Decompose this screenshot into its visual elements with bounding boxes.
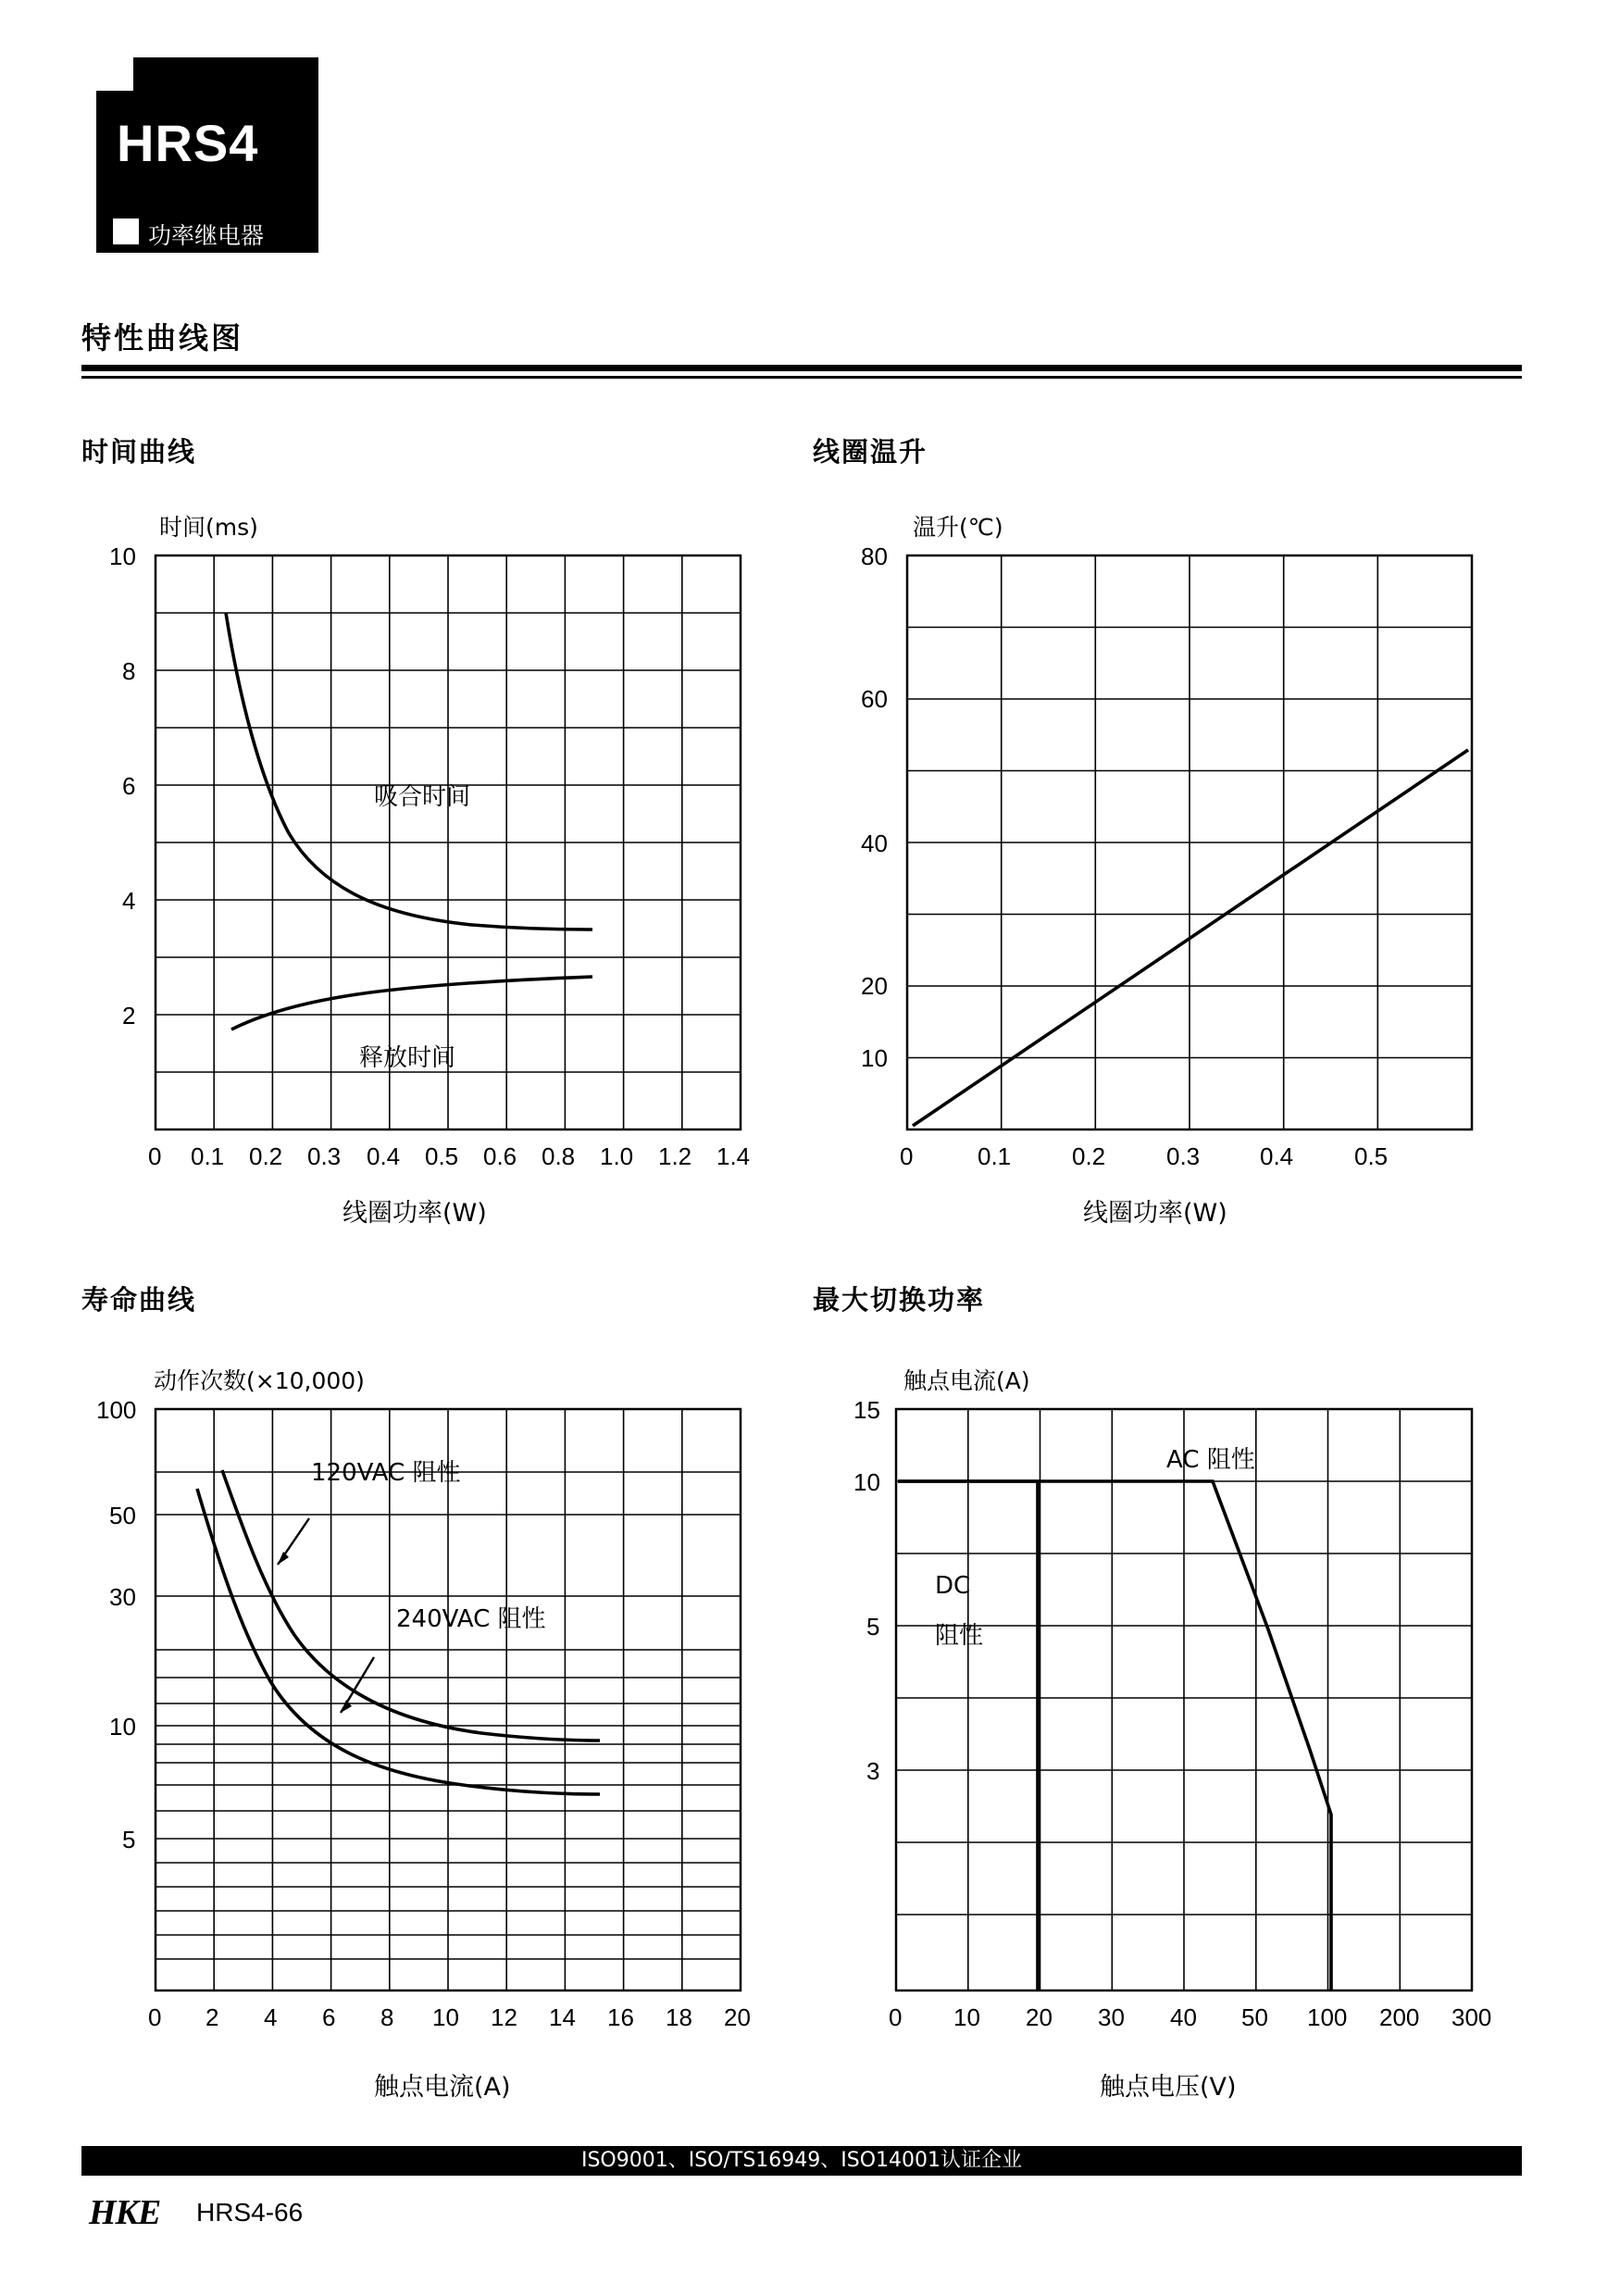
chart1-ytick-4: 4 — [122, 887, 136, 915]
chart2-xtick-0.5: 0.5 — [1354, 1142, 1389, 1170]
chart1-xtick-0.6: 0.6 — [483, 1142, 517, 1170]
chart2-ytick-10: 10 — [861, 1044, 888, 1072]
chart1-ytick-2: 2 — [122, 1002, 136, 1029]
chart3-xtick-16: 16 — [607, 2003, 634, 2031]
chart2-plot — [731, 500, 1527, 1213]
chart3-ytick-30: 30 — [109, 1583, 136, 1611]
chart2-xtick-0: 0 — [900, 1142, 914, 1170]
chart3-xtick-0: 0 — [148, 2003, 162, 2031]
chart-heading-life-curve: 寿命曲线 — [81, 1284, 197, 1316]
chart4-plot — [731, 1352, 1527, 2102]
chart-heading-coil-temp: 线圈温升 — [813, 436, 928, 468]
chart4-xtick-100: 100 — [1307, 2003, 1348, 2031]
title-rule-thick — [81, 365, 1522, 371]
chart2-y-axis-title: 温升(℃) — [913, 514, 1003, 541]
chart4-ytick-5: 5 — [866, 1613, 880, 1641]
chart2-x-axis-caption: 线圈功率(W) — [1083, 1199, 1227, 1228]
chart3-xtick-10: 10 — [432, 2003, 459, 2031]
chart-life-curve — [0, 1352, 796, 2102]
chart4-x-axis-caption: 触点电压(V) — [1100, 2073, 1237, 2102]
chart4-y-axis-title: 触点电流(A) — [903, 1367, 1030, 1394]
chart4-xtick-200: 200 — [1379, 2003, 1420, 2031]
title-rule-thin — [81, 376, 1522, 379]
chart3-x-axis-caption: 触点电流(A) — [374, 2073, 511, 2102]
chart3-xtick-20: 20 — [724, 2003, 751, 2031]
chart2-xtick-0.1: 0.1 — [978, 1142, 1012, 1170]
chart1-xtick-1.4: 1.4 — [716, 1142, 751, 1170]
chart-max-switching-power — [731, 1352, 1527, 2102]
chart2-ytick-60: 60 — [861, 685, 888, 713]
chart2-ytick-80: 80 — [861, 543, 888, 570]
chart1-xtick-0.2: 0.2 — [249, 1142, 283, 1170]
chart3-xtick-2: 2 — [206, 2003, 219, 2031]
logo-text: HRS4 — [117, 114, 259, 172]
logo-subtitle: 功率继电器 — [148, 222, 265, 249]
chart4-xtick-30: 30 — [1098, 2003, 1125, 2031]
chart2-xtick-0.3: 0.3 — [1166, 1142, 1201, 1170]
chart3-curve-label-120vac: 120VAC 阻性 — [311, 1459, 461, 1487]
chart1-xtick-0.8: 0.8 — [542, 1142, 576, 1170]
chart1-xtick-0.5: 0.5 — [425, 1142, 459, 1170]
chart1-plot — [0, 500, 796, 1213]
chart4-xtick-10: 10 — [953, 2003, 980, 2031]
chart3-y-axis-title: 动作次数(×10,000) — [154, 1367, 365, 1394]
logo-subtitle-bar — [96, 210, 318, 253]
chart4-ytick-15: 15 — [853, 1396, 880, 1424]
chart-heading-time-curve: 时间曲线 — [81, 436, 197, 468]
logo-square-icon — [113, 218, 139, 244]
chart3-curve-label-240vac: 240VAC 阻性 — [396, 1605, 546, 1633]
chart3-xtick-18: 18 — [666, 2003, 692, 2031]
chart-heading-max-switching: 最大切换功率 — [813, 1284, 986, 1316]
footer-page-number: HRS4-66 — [196, 2198, 304, 2227]
logo-notch — [96, 57, 133, 91]
chart1-x-axis-caption: 线圈功率(W) — [343, 1199, 487, 1228]
footer-certification-bar — [81, 2146, 1522, 2176]
chart1-xtick-1.2: 1.2 — [658, 1142, 692, 1170]
chart1-curve-label-release: 释放时间 — [359, 1044, 456, 1072]
chart3-xtick-6: 6 — [322, 2003, 336, 2031]
chart4-curve-label-ac: AC 阻性 — [1166, 1446, 1255, 1474]
logo-badge — [96, 57, 318, 210]
chart-coil-temperature-rise — [731, 500, 1527, 1228]
chart4-ytick-10: 10 — [853, 1468, 880, 1496]
chart4-xtick-40: 40 — [1170, 2003, 1197, 2031]
chart2-xtick-0.2: 0.2 — [1072, 1142, 1106, 1170]
chart3-xtick-14: 14 — [549, 2003, 576, 2031]
chart2-ytick-40: 40 — [861, 830, 888, 857]
footer-brand-logo: HKE — [89, 2193, 161, 2232]
chart4-curve-label-dc-resistive: 阻性 — [935, 1622, 984, 1650]
chart1-xtick-0: 0 — [148, 1142, 162, 1170]
chart4-curve-label-dc: DC — [935, 1572, 971, 1600]
chart1-y-axis-title: 时间(ms) — [159, 514, 258, 541]
chart1-xtick-0.4: 0.4 — [367, 1142, 401, 1170]
chart1-curve-label-pickup: 吸合时间 — [374, 783, 471, 811]
chart4-ytick-3: 3 — [866, 1757, 880, 1785]
chart4-xtick-300: 300 — [1451, 2003, 1492, 2031]
chart2-ytick-20: 20 — [861, 972, 888, 1000]
chart3-xtick-8: 8 — [380, 2003, 394, 2031]
chart4-xtick-20: 20 — [1026, 2003, 1053, 2031]
chart3-ytick-5: 5 — [122, 1826, 136, 1853]
chart-time-curve — [0, 500, 796, 1228]
chart1-xtick-0.3: 0.3 — [307, 1142, 342, 1170]
chart1-ytick-6: 6 — [122, 772, 136, 800]
chart1-xtick-1.0: 1.0 — [600, 1142, 634, 1170]
chart2-xtick-0.4: 0.4 — [1260, 1142, 1294, 1170]
brand-logo — [96, 57, 318, 270]
chart4-xtick-50: 50 — [1241, 2003, 1268, 2031]
chart1-ytick-8: 8 — [122, 657, 136, 685]
chart1-xtick-0.1: 0.1 — [191, 1142, 225, 1170]
chart3-ytick-50: 50 — [109, 1502, 136, 1529]
chart3-xtick-4: 4 — [264, 2003, 278, 2031]
chart3-xtick-12: 12 — [491, 2003, 517, 2031]
chart3-ytick-100: 100 — [96, 1396, 137, 1424]
chart4-xtick-0: 0 — [889, 2003, 903, 2031]
page-title: 特性曲线图 — [81, 320, 244, 356]
footer-certification-text: ISO9001、ISO/TS16949、ISO14001认证企业 — [580, 2149, 1023, 2172]
chart1-ytick-10: 10 — [109, 543, 136, 570]
chart3-ytick-10: 10 — [109, 1713, 136, 1741]
